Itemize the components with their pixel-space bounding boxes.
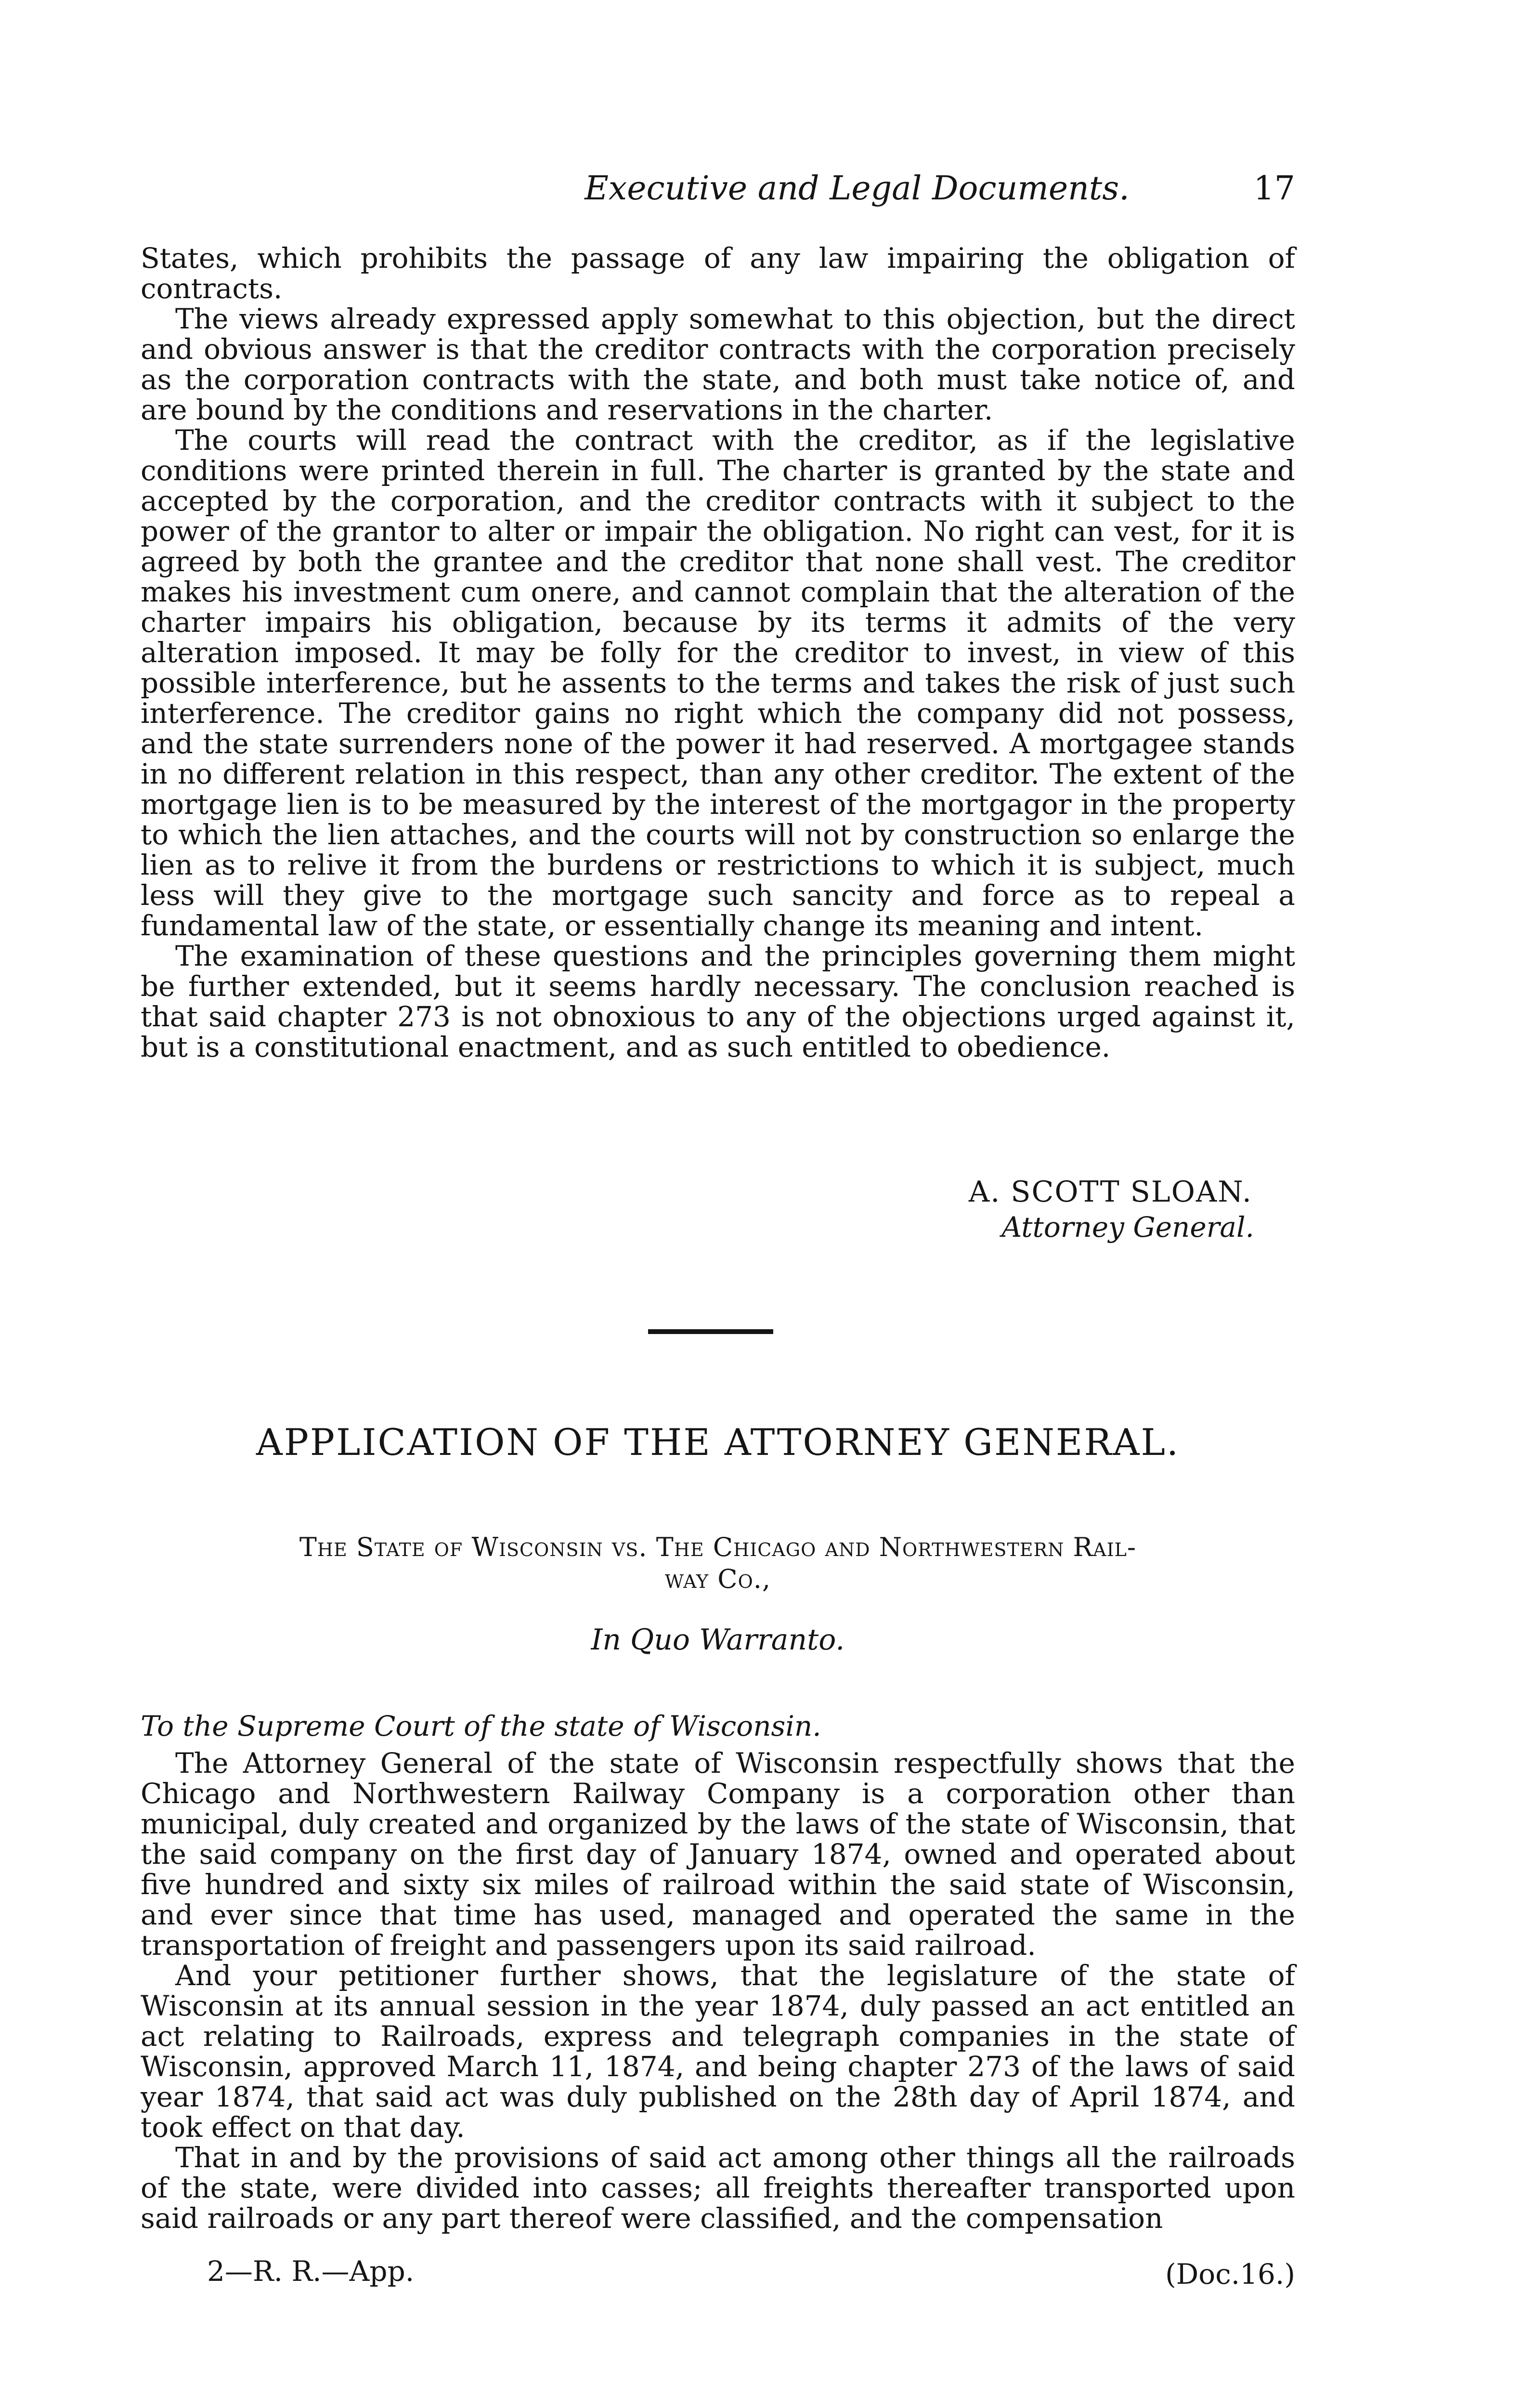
page-number: 17	[1253, 170, 1295, 208]
running-title: Executive and Legal Documents.	[585, 170, 1130, 208]
case-caption-line: The State of Wisconsin vs. The Chicago and Northwestern Rail-	[299, 1532, 1137, 1562]
opinion-body	[141, 243, 1295, 1062]
section-divider	[648, 1329, 773, 1334]
document-reference: (Doc.16.)	[1165, 2258, 1295, 2290]
salutation: To the Supreme Court of the state of Wisconsin.	[141, 1710, 821, 1742]
application-body	[141, 1748, 1295, 2234]
case-caption-line: way Co.,	[664, 1564, 771, 1594]
signature-title: Attorney General.	[1001, 1211, 1254, 1243]
section-title: APPLICATION OF THE ATTORNEY GENERAL.	[256, 1421, 1180, 1464]
signature-name: A. SCOTT SLOAN.	[968, 1175, 1252, 1209]
opinion-paragraph: The views already expressed apply somewhat to this objection, but the direct and obvious answer is that the creditor contracts with the corporation precisely as the corporation contracts with the state, and both must take notice of, and are bound by the conditions and reservations in the charter.	[141, 302, 1295, 426]
application-paragraph: And your petitioner further shows, that the legislature of the state of Wisconsin at its annual session in the year 1874, duly passed an act entitled an act relating to Railroads, express and telegraph companies in the state of Wisconsin, approved March 11, 1874, and being chapter 273 of the laws of said year 1874, that said act was duly published on the 28th day of April 1874, and took effect on that day.	[141, 1959, 1295, 2144]
case-type: In Quo Warranto.	[591, 1623, 845, 1657]
case-caption	[141, 1531, 1295, 1595]
signature-mark: 2—R. R.—App.	[207, 2255, 415, 2288]
opinion-paragraph: The courts will read the contract with the creditor, as if the legislative conditions were printed therein in full. The charter is granted by the state and accepted by the corporation, and the creditor contracts with it subject to the power of the grantor to alter or impair the obligation. No right can vest, for it is agreed by both the grantee and the creditor that none shall vest. The creditor makes his investment cum onere, and cannot complain that the alteration of the charter impairs his obligation, because by its terms it admits of the very alteration imposed. It may be folly for the creditor to invest, in view of this possible interference, but he assents to the terms and takes the risk of just such interference. The creditor gains no right which the company did not possess, and the state surrenders none of the power it had reserved. A mortgagee stands in no different relation in this respect, than any other creditor. The extent of the mortgage lien is to be measured by the interest of the mortgagor in the property to which the lien attaches, and the courts will not by construction so enlarge the lien as to relive it from the burdens or restrictions to which it is subject, much less will they give to the mortgage such sancity and force as to repeal a fundamental law of the state, or essentially change its meaning and intent.	[141, 424, 1295, 942]
signature-block	[869, 1175, 1254, 1243]
opinion-paragraph: The examination of these questions and the principles governing them might be further extended, but it seems hardly necessary. The conclusion reached is that said chapter 273 is not obnoxious to any of the objections urged against it, but is a constitutional enactment, and as such entitled to obedience.	[141, 940, 1295, 1063]
application-paragraph: The Attorney General of the state of Wisconsin respectfully shows that the Chicago and Northwestern Railway Company is a corporation other than municipal, duly created and organized by the laws of the state of Wisconsin, that the said company on the first day of January 1874, owned and operated about five hundred and sixty six miles of railroad within the said state of Wisconsin, and ever since that time has used, managed and operated the same in the transportation of freight and passengers upon its said railroad.	[141, 1747, 1295, 1962]
opinion-paragraph: States, which prohibits the passage of any law impairing the obligation of contracts.	[141, 242, 1295, 305]
application-paragraph: That in and by the provisions of said act among other things all the railroads of the state, were divided into casses; all freights thereafter transported upon said railroads or any part thereof were classified, and the compensation	[141, 2141, 1295, 2235]
